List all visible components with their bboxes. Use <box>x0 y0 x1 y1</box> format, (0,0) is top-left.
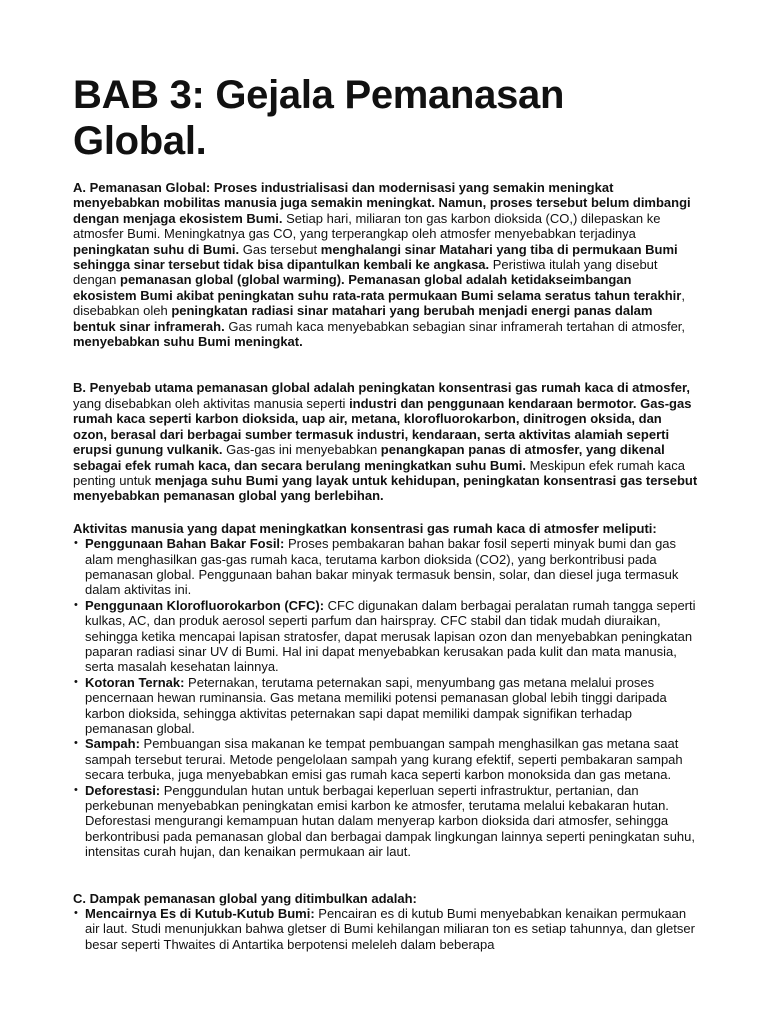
activities-list <box>73 536 698 860</box>
list-item <box>73 598 698 675</box>
impacts-list <box>73 906 698 952</box>
emphasis: menjaga suhu Bumi yang layak untuk kehidupan, peningkatan konsentrasi gas tersebut menyebabkan pemanasan global yang berlebihan. <box>73 472 698 504</box>
text-span: Setiap hari, miliaran ton gas karbon dioksida (CO,) dilepaskan ke atmosfer Bumi. Meningkatnya gas CO, yang terperangkap oleh atmosfer menyebabkan terjadinya <box>73 210 661 242</box>
text-span: Gas rumah kaca menyebabkan sebagian sinar inframerah tertahan di atmosfer, <box>224 318 686 334</box>
list-item-text: Pembuangan sisa makanan ke tempat pembuangan sampah menghasilkan gas metana saat sampah tersebut terurai. Metode pengelolaan sampah yang kurang efektif, seperti pembakaran sampah secara terbuka, juga menyebabkan emisi gas rumah kaca seperti karbon monoksida dan gas metana. <box>85 736 683 783</box>
activities-intro: Aktivitas manusia yang dapat meningkatkan konsentrasi gas rumah kaca di atmosfer meliputi: <box>73 520 657 536</box>
list-item <box>73 783 698 860</box>
section-c-heading: C. Dampak pemanasan global yang ditimbulkan adalah: <box>73 890 417 906</box>
emphasis: penangkapan panas di atmosfer, yang dikenal sebagai efek rumah kaca, dan secara berulang meningkatkan suhu Bumi. <box>73 442 665 473</box>
bullet-icon: • <box>74 783 78 796</box>
list-item-term: Penggunaan Klorofluorokarbon (CFC): <box>85 597 325 613</box>
text-span: , disebabkan oleh <box>73 287 685 319</box>
list-item-text: Proses pembakaran bahan bakar fosil seperti minyak bumi dan gas alam menghasilkan gas-gas rumah kaca, terutama karbon dioksida (CO2), yang berkontribusi pada pemanasan global. Penggunaan bahan bakar minyak termasuk bensin, solar, dan diesel juga termasuk dalam aktivitas ini. <box>85 536 679 598</box>
emphasis: peningkatan radiasi sinar matahari yang berubah menjadi energi panas dalam bentuk sinar inframerah. <box>73 303 653 334</box>
list-item-term: Sampah: <box>85 736 140 752</box>
list-item-text: Penggundulan hutan untuk berbagai keperluan seperti infrastruktur, pertanian, dan perkebunan menyebabkan peningkatan emisi karbon ke atmosfer, terutama melalui kebakaran hutan. Deforestasi mengurangi kemampuan hutan dalam menyerap karbon dioksida dari atmosfer, sehingga berkontribusi pada pemanasan global dan berbagai dampak lingkungan lainnya seperti peningkatan suhu, intensitas curah hujan, dan kenaikan permukaan air laut. <box>85 782 695 860</box>
emphasis: menyebabkan suhu Bumi meningkat. <box>73 334 303 350</box>
list-item-term: Kotoran Ternak: <box>85 674 185 690</box>
list-item-text: Pencairan es di kutub Bumi menyebabkan kenaikan permukaan air laut. Studi menunjukkan bahwa gletser di Bumi kehilangan miliaran ton es setiap tahunnya, dan gletser besar seperti Thwaites di Antartika berpotensi meleleh dalam beberapa <box>85 906 695 952</box>
section-a-heading: A. Pemanasan Global: Proses industrialisasi dan modernisasi yang semakin meningkat menyebabkan mobilitas manusia juga semakin meningkat. Namun, proses tersebut belum dimbangi dengan menjaga ekosistem Bumi. <box>73 180 691 226</box>
bullet-icon: • <box>74 598 78 611</box>
text-span: yang disebabkan oleh aktivitas manusia seperti <box>73 395 350 411</box>
bullet-icon: • <box>74 737 78 750</box>
emphasis: peningkatan suhu di Bumi. <box>73 241 240 257</box>
list-item <box>73 675 698 737</box>
text-span: Peristiwa itulah yang disebut dengan <box>73 257 658 288</box>
spacer <box>73 349 698 380</box>
list-item-term: Deforestasi: <box>85 782 161 798</box>
list-item <box>73 736 698 782</box>
list-item-term: Mencairnya Es di Kutub-Kutub Bumi: <box>85 906 315 922</box>
emphasis: menghalangi sinar Matahari yang tiba di permukaan Bumi sehingga sinar tersebut tidak bisa dipantulkan kembali ke angkasa. <box>73 241 678 273</box>
list-item-text: Peternakan, terutama peternakan sapi, menyumbang gas metana melalui proses pencernaan hewan ruminansia. Gas metana memiliki potensi pemanasan global lebih tinggi daripada karbon dioksida, sehingga aktivitas peternakan sapi dapat memiliki dampak signifikan terhadap pemanasan global. <box>85 674 667 736</box>
spacer <box>73 860 698 891</box>
bullet-icon: • <box>74 907 78 920</box>
list-item-text: CFC digunakan dalam berbagai peralatan rumah tangga seperti kulkas, AC, dan produk aerosol seperti parfum dan hairspray. CFC stabil dan tidak mudah diuraikan, sehingga ketika mencapai lapisan stratosfer, dapat merusak lapisan ozon dan menyebabkan peningkatan paparan radiasi sinar UV di Bumi. Hal ini dapat menyebabkan kerusakan pada kulit dan mata manusia, serta masalah kesehatan lainnya. <box>85 597 696 675</box>
section-a-paragraph <box>73 180 698 349</box>
text-span: Gas tersebut <box>239 241 321 257</box>
emphasis: pemanasan global (global warming). Pemanasan global adalah ketidakseimbangan ekosistem Bumi akibat peningkatan suhu rata-rata permukaan Bumi selama seratus tahun terakhir <box>73 272 682 303</box>
bullet-icon: • <box>74 675 78 688</box>
page-title: BAB 3: Gejala Pemanasan Global. <box>73 73 565 163</box>
list-item <box>73 906 698 952</box>
text-span: Meskipun efek rumah kaca penting untuk <box>73 457 685 488</box>
list-item-term: Penggunaan Bahan Bakar Fosil: <box>85 536 285 552</box>
spacer <box>73 504 698 521</box>
bullet-icon: • <box>74 537 78 550</box>
text-span: Gas-gas ini menyebabkan <box>222 442 381 458</box>
emphasis: industri dan penggunaan kendaraan bermotor. Gas-gas rumah kaca seperti karbon dioksida, uap air, metana, klorofluorokarbon, dinitrogen oksida, dan ozon, berasal dari berbagai sumber termasuk industri, kendaraan, serta aktivitas alamiah seperti erupsi gunung vulkanik. <box>73 395 692 458</box>
list-item <box>73 536 698 598</box>
section-b-paragraph <box>73 380 698 503</box>
section-b-heading: B. Penyebab utama pemanasan global adalah peningkatan konsentrasi gas rumah kaca di atmosfer, <box>73 380 690 396</box>
